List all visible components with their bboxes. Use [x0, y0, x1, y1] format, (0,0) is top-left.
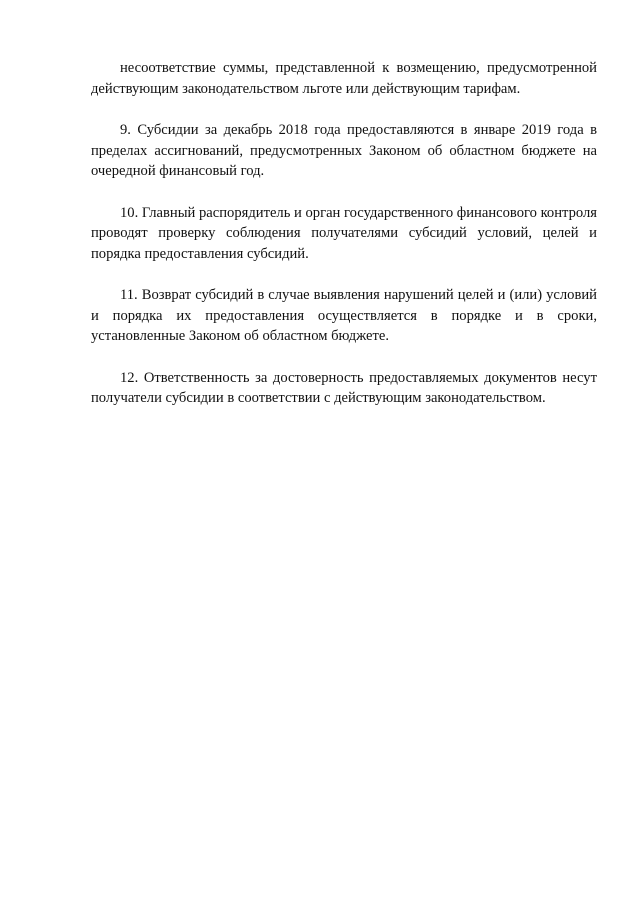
paragraph-11: 11. Возврат субсидий в случае выявления нарушений целей и (или) условий и порядка их предоставления осуществляется в порядке и в сроки, установленные Законом об областном бюджете.	[91, 287, 597, 344]
paragraph-9: 9. Субсидии за декабрь 2018 года предоставляются в январе 2019 года в пределах ассигнований, предусмотренных Законом об областном бюджете на очередной финансовый год.	[91, 122, 597, 179]
paragraph-12: 12. Ответственность за достоверность предоставляемых документов несут получатели субсидии в соответствии с действующим законодательством.	[91, 369, 597, 406]
paragraph-10: 10. Главный распорядитель и орган государственного финансового контроля проводят проверку соблюдения получателями субсидий условий, целей и порядка предоставления субсидий.	[91, 204, 597, 262]
document-body	[91, 58, 597, 430]
paragraph-continuation: несоответствие суммы, представленной к возмещению, предусмотренной действующим законодательством льготе или действующим тарифам.	[91, 60, 597, 97]
